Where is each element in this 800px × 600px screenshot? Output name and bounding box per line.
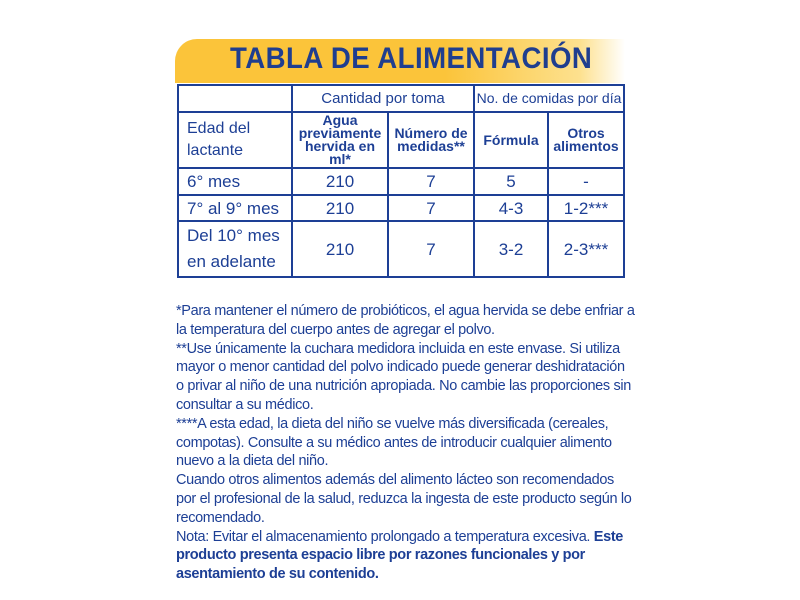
column-header-water — [292, 112, 388, 168]
formula-header-line1: Fórmula — [483, 131, 539, 148]
other-foods-cell: 1-2*** — [548, 195, 624, 221]
page-title: TABLA DE ALIMENTACIÓN — [230, 42, 593, 75]
group-header-cantidad: Cantidad por toma — [292, 85, 474, 112]
formula-cell: 5 — [474, 168, 548, 195]
storage-note-bold: Este producto presenta espacio libre por razones funcionales y por asentamiento de su contenido. — [176, 528, 624, 583]
formula-cell: 3-2 — [474, 221, 548, 277]
water-header-line1: Agua — [322, 112, 358, 128]
table-row — [178, 168, 624, 195]
age-cell — [178, 221, 292, 277]
row-label-header — [178, 112, 292, 168]
feeding-table — [177, 84, 625, 278]
other-header-line2: alimentos — [553, 138, 619, 154]
age-cell — [178, 195, 292, 221]
column-header-row — [178, 112, 624, 168]
footnote-measuring-spoon: **Use únicamente la cuchara medidora incluida en este envase. Si utiliza mayor o menor cantidad del polvo indicado puede generar deshidratación o privar al niño de una nutrición apropiada. No cambie las proporciones sin consultar a su médico. — [176, 340, 631, 413]
group-header-row — [178, 85, 624, 112]
water-cell: 210 — [292, 221, 388, 277]
age-line2: en adelante — [187, 252, 276, 271]
measures-header-line1: Número de — [394, 125, 468, 141]
empty-header-cell — [178, 85, 292, 112]
storage-note: Nota: Evitar el almacenamiento prolongado a temperatura excesiva. — [176, 528, 591, 545]
footnotes — [176, 302, 636, 584]
other-foods-cell: 2-3*** — [548, 221, 624, 277]
formula-cell: 4-3 — [474, 195, 548, 221]
age-line1: 7° al 9° mes — [187, 198, 280, 218]
age-cell — [178, 168, 292, 195]
other-header-line1: Otros — [567, 125, 605, 141]
footnote-storage — [176, 528, 636, 584]
water-cell: 210 — [292, 195, 388, 221]
column-header-measures — [388, 112, 474, 168]
water-header-line3: hervida en ml* — [304, 138, 376, 167]
table-row — [178, 195, 624, 221]
column-header-formula — [474, 112, 548, 168]
row-label-header-line2: lactante — [187, 142, 244, 159]
age-line1: 6° mes — [187, 172, 241, 191]
row-label-header-line1: Edad del — [187, 120, 251, 137]
age-line1: Del 10° mes — [187, 226, 280, 245]
water-header-line2: previamente — [298, 125, 382, 141]
footnote-probiotics: *Para mantener el número de probióticos, el agua hervida se debe enfriar a la temperatura del cuerpo antes de agregar el polvo. — [176, 303, 635, 338]
measures-cell: 7 — [388, 221, 474, 277]
water-cell: 210 — [292, 168, 388, 195]
column-header-other-foods — [548, 112, 624, 168]
footnote-diet: ****A esta edad, la dieta del niño se vuelve más diversificada (cereales, compotas). Consulte a su médico antes de introducir cualquier alimento nuevo a la dieta del niño. — [176, 415, 612, 470]
measures-cell: 7 — [388, 195, 474, 221]
table-row — [178, 221, 624, 277]
measures-cell: 7 — [388, 168, 474, 195]
measures-header-line2: medidas** — [397, 138, 465, 154]
group-header-comidas: No. de comidas por día — [474, 85, 624, 112]
footnote-other-foods: Cuando otros alimentos además del alimento lácteo son recomendados por el profesional de la salud, reduzca la ingesta de este producto según lo recomendado. — [176, 472, 632, 526]
other-foods-cell: - — [548, 168, 624, 195]
